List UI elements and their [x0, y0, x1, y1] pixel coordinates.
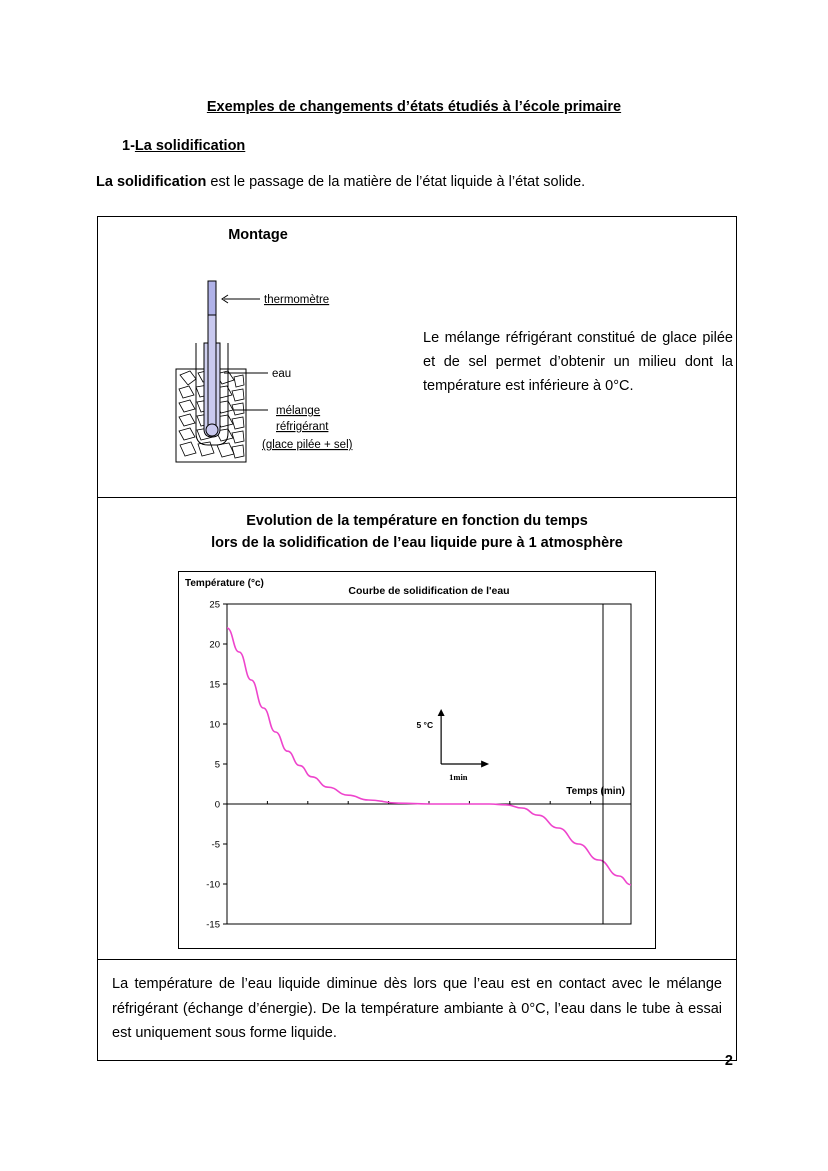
section-number: 1- [122, 138, 135, 154]
curve-heading-line2: lors de la solidification de l’eau liquide pure à 1 atmosphère [211, 535, 623, 552]
label-thermometre: thermomètre [264, 294, 330, 306]
solidification-chart [178, 571, 656, 949]
chart-y-tick-label: 20 [209, 639, 220, 651]
chart-scale-horizontal-arrowhead [481, 760, 489, 767]
montage-diagram [158, 247, 418, 487]
curve-heading [98, 510, 736, 555]
chart-y-tick-label: 5 [214, 759, 220, 771]
montage-description: Le mélange réfrigérant constitué de glace pilée et de sel permet d’obtenir un milieu dont la température est inférieure à 0°C. [423, 330, 733, 394]
intro-rest-text: est le passage de la matière de l’état liquide à l’état solide. [206, 174, 586, 190]
montage-section [98, 217, 736, 498]
chart-y-tick-label: -10 [206, 879, 220, 891]
page-number: 2 [724, 1053, 733, 1069]
chart-scale-vertical-arrowhead [438, 709, 445, 716]
chart-y-tick-label: 0 [214, 799, 220, 811]
chart-y-tick-label: 10 [209, 719, 220, 731]
chart-y-tick-label: -15 [206, 919, 220, 931]
closing-paragraph: La température de l’eau liquide diminue dès lors que l’eau est en contact avec le mélange réfrigérant (échange d’énergie). De la température ambiante à 0°C, l’eau dans le tube à essai est uniquement sous forme liquide. [112, 975, 722, 1042]
label-melange: mélange [276, 405, 321, 417]
curve-section [98, 498, 736, 960]
content-box [97, 216, 737, 1061]
chart-scale-horizontal-label: 1min [449, 771, 468, 782]
label-refrigerant: réfrigérant [276, 421, 329, 433]
chart-plot-frame [227, 604, 631, 924]
chart-y-tick-label: 25 [209, 599, 220, 611]
curve-heading-line1: Evolution de la température en fonction du temps [246, 513, 588, 529]
label-eau: eau [272, 368, 292, 380]
chart-canvas [179, 572, 655, 948]
chart-series-line [227, 628, 631, 885]
montage-heading: Montage [228, 227, 288, 243]
chart-x-axis-label: Temps (min) [566, 785, 625, 797]
chart-y-tick-label: 15 [209, 679, 220, 691]
page-title: Exemples de changements d’états étudiés à l’école primaire [206, 99, 622, 115]
chart-title: Courbe de solidification de l'eau [348, 584, 510, 597]
intro-bold-term: La solidification [96, 174, 207, 190]
chart-y-tick-label: -5 [211, 839, 220, 851]
intro-paragraph [96, 174, 585, 190]
label-glace-sel: (glace pilée + sel) [262, 439, 353, 451]
section-title: La solidification [134, 138, 246, 154]
setup-illustration [158, 247, 418, 487]
chart-y-axis-label: Température (°c) [185, 577, 264, 589]
section-heading [122, 138, 245, 154]
chart-scale-vertical-label: 5 °C [416, 719, 434, 730]
